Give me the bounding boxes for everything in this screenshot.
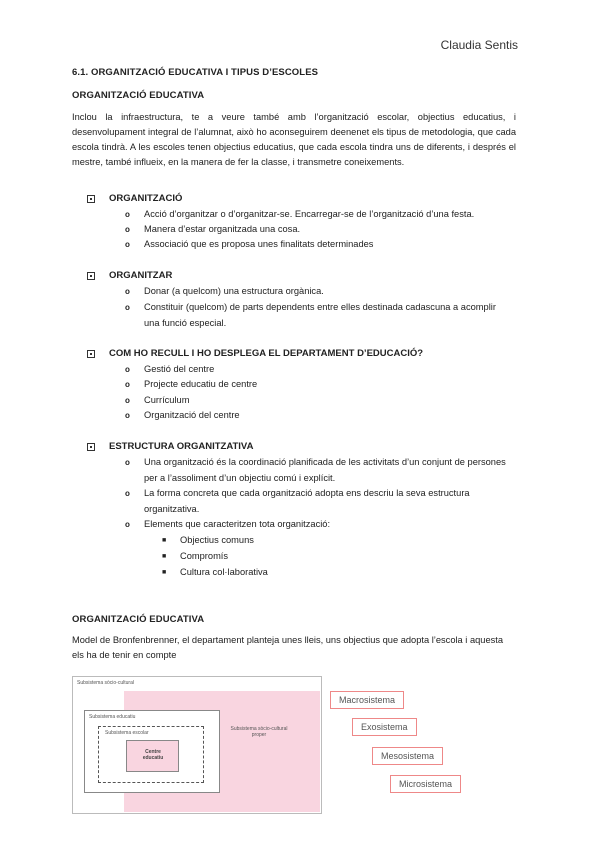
model-paragraph: Model de Bronfenbrenner, el departament planteja unes lleis, uns objectius que adopta l’escola i aquesta els ha de tenir en compte <box>72 635 504 660</box>
section-heading: COM HO RECULL I HO DESPLEGA EL DEPARTAMENT D’EDUCACIÓ? <box>109 348 424 359</box>
circle-bullet-icon: o <box>125 411 130 420</box>
pink-label: Subsistema sòcio-cultural proper <box>230 726 288 738</box>
diagram-microsystem-box <box>126 740 179 772</box>
list-item: o Currículum <box>125 393 515 409</box>
circle-bullet-icon: o <box>125 210 130 219</box>
label-macrosistema: Macrosistema <box>330 691 404 709</box>
square-bullet-icon: ■ <box>162 553 167 560</box>
circle-bullet-icon: o <box>125 287 130 296</box>
section-estructura <box>87 441 253 452</box>
list-item: o Associació que es proposa unes finalitats determinades <box>125 237 515 253</box>
circle-bullet-icon: o <box>125 365 130 374</box>
checkbox-bullet-icon <box>87 195 95 203</box>
subtitle-organitzacio-educativa: ORGANITZACIÓ EDUCATIVA <box>72 90 205 101</box>
circle-bullet-icon: o <box>125 396 130 405</box>
checkbox-bullet-icon <box>87 272 95 280</box>
circle-bullet-icon: o <box>125 520 130 529</box>
circle-bullet-icon: o <box>125 489 130 498</box>
list-item: o Manera d’estar organitzada una cosa. <box>125 222 515 238</box>
section-heading: ORGANITZACIÓ <box>109 193 183 204</box>
circle-bullet-icon: o <box>125 225 130 234</box>
list-item: o La forma concreta que cada organització adopta ens descriu la seva estructura organitzativa. <box>125 486 511 517</box>
micro-label: Centre educatiu <box>142 749 164 761</box>
square-bullet-icon: ■ <box>162 537 167 544</box>
intro-paragraph: Inclou la infraestructura, te a veure també amb l’organització escolar, objectius educatius, i desenvolupament integral de l’alumnat, això ho aconseguirem deenenet els tipus de metodologia, que cada escola tindrà. A les escoles tenen objectius educatius, que cada escola tindra uns de diferents, i després el mestre, també influeix, en la manera de fer la classe, i transmetre coneixements. <box>72 112 516 167</box>
list-item: o Acció d’organitzar o d’organitzar-se. Encarregar-se de l’organització d’una festa. <box>125 207 515 223</box>
list-item: o Projecte educatiu de centre <box>125 377 515 393</box>
label-exosistema: Exosistema <box>352 718 417 736</box>
section-departament <box>87 348 423 359</box>
sub-list-item: ■ Compromís <box>162 549 228 565</box>
list-item: o Una organització és la coordinació planificada de les activitats d’un conjunt de persones per a l’assoliment d’un objectiu comú i explícit. <box>125 455 515 486</box>
subtitle-organitzacio-educativa-2: ORGANITZACIÓ EDUCATIVA <box>72 614 205 625</box>
author-name: Claudia Sentis <box>440 38 518 52</box>
list-item: o Organització del centre <box>125 408 515 424</box>
sub-list-item: ■ Cultura col·laborativa <box>162 565 268 581</box>
sub-list-item: ■ Objectius comuns <box>162 533 254 549</box>
meso-label: Subsistema escolar <box>105 730 149 736</box>
section-heading: ESTRUCTURA ORGANITZATIVA <box>109 441 254 452</box>
circle-bullet-icon: o <box>125 380 130 389</box>
checkbox-bullet-icon <box>87 350 95 358</box>
circle-bullet-icon: o <box>125 303 130 312</box>
label-mesosistema: Mesosistema <box>372 747 443 765</box>
list-item: o Constituir (quelcom) de parts dependents entre elles destinada cadascuna a acomplir una funció especial. <box>125 300 503 331</box>
label-microsistema: Microsistema <box>390 775 461 793</box>
section-title: 6.1. ORGANITZACIÓ EDUCATIVA I TIPUS D’ESCOLES <box>72 67 319 78</box>
exo-label: Subsistema educatiu <box>89 714 136 720</box>
checkbox-bullet-icon <box>87 443 95 451</box>
section-heading: ORGANITZAR <box>109 270 173 281</box>
section-organitzar <box>87 270 172 281</box>
circle-bullet-icon: o <box>125 240 130 249</box>
outer-label: Subsistema sòcio-cultural <box>77 680 134 686</box>
list-item: o Donar (a quelcom) una estructura orgànica. <box>125 284 515 300</box>
list-item: o Gestió del centre <box>125 362 515 378</box>
section-organitzacio <box>87 193 182 204</box>
list-item: o Elements que caracteritzen tota organització: <box>125 517 515 533</box>
square-bullet-icon: ■ <box>162 569 167 576</box>
circle-bullet-icon: o <box>125 458 130 467</box>
